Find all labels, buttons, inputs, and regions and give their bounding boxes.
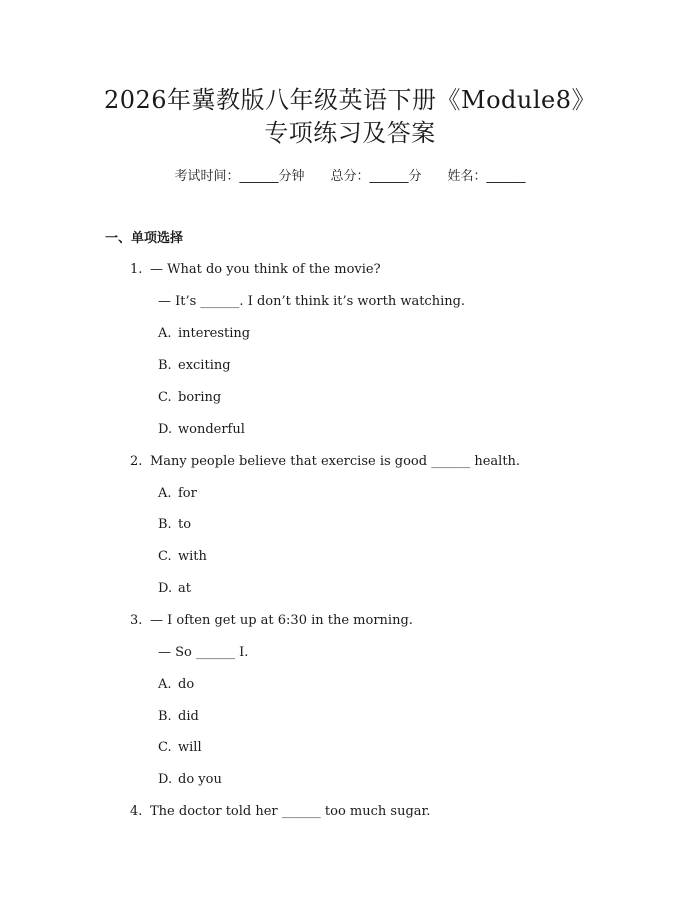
option-c: C. with xyxy=(158,549,207,564)
option-d: D. at xyxy=(158,581,191,596)
option-b: B. to xyxy=(158,517,192,532)
question-1-response: — It’s ______. I don’t think it’s worth watching. xyxy=(158,294,466,309)
document-subtitle: 专项练习及答案 xyxy=(264,119,436,147)
question-2 xyxy=(130,455,520,468)
question-3 xyxy=(130,614,413,627)
document-title: 2026年冀教版八年级英语下册《Module8》 xyxy=(103,86,597,114)
question-stem: The doctor told her ______ too much sugar. xyxy=(150,804,431,819)
option-c: C. will xyxy=(158,740,202,755)
exam-name-field: 姓名：______ xyxy=(447,169,526,184)
question-1 xyxy=(130,263,381,276)
option-a: A. for xyxy=(158,486,197,501)
option-b: B. exciting xyxy=(158,358,231,373)
question-4 xyxy=(130,805,430,818)
option-d: D. wonderful xyxy=(158,422,245,437)
option-b: B. did xyxy=(158,709,199,724)
option-d: D. do you xyxy=(158,772,222,787)
question-number: 3. xyxy=(130,613,143,628)
option-a: A. do xyxy=(158,677,195,692)
exam-time-field: 考试时间：______分钟 xyxy=(174,169,305,184)
section-heading: 一、单项选择 xyxy=(105,231,184,246)
question-number: 1. xyxy=(130,262,143,277)
question-number: 2. xyxy=(130,454,143,469)
question-number: 4. xyxy=(130,804,143,819)
option-a: A. interesting xyxy=(158,326,251,341)
exam-score-field: 总分：______分 xyxy=(330,169,422,184)
option-c: C. boring xyxy=(158,390,222,405)
question-stem: — I often get up at 6:30 in the morning. xyxy=(150,613,413,628)
question-stem: Many people believe that exercise is good ______ health. xyxy=(150,454,521,469)
question-3-response: — So ______ I. xyxy=(158,645,249,660)
question-stem: — What do you think of the movie? xyxy=(150,262,381,277)
exam-info xyxy=(0,170,700,183)
